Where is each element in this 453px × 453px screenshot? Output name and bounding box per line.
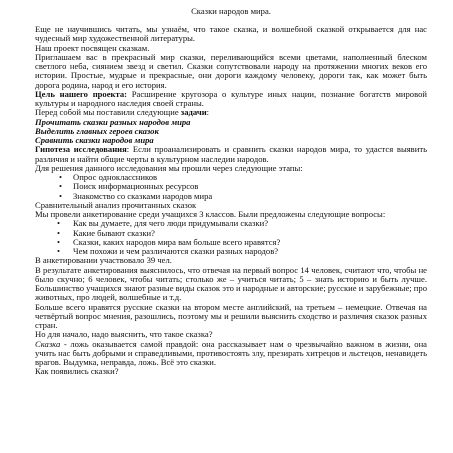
tasks-word: задачи bbox=[180, 107, 207, 118]
participants-count: В анкетировании участвовало 39 чел. bbox=[35, 255, 172, 266]
tale-definition bbox=[35, 340, 427, 368]
project-goal bbox=[35, 90, 427, 109]
task-item-2: Выделить главных героев сказок bbox=[35, 125, 159, 136]
questions-list bbox=[35, 219, 427, 256]
document-page bbox=[35, 6, 427, 377]
stage-item: • Опрос одноклассников bbox=[73, 173, 427, 182]
question-item: • Какие бывают сказки? bbox=[73, 229, 427, 238]
stage-item: • Поиск информационных ресурсов bbox=[73, 182, 427, 191]
hypothesis-label: Гипотеза исследования bbox=[35, 144, 127, 155]
stage-item: • Знакомство со сказками народов мира bbox=[73, 192, 427, 201]
stages-list bbox=[35, 173, 427, 201]
project-topic: Наш проект посвящен сказкам. bbox=[35, 42, 150, 53]
definition-text: - ложь оказывается самой правдой: она рассказывает нам о чрезвычайно важном в жизни, она учить нас быть добрыми и справедливыми, противостоять злу, презирать хитрецов и льстецов, ненавидеть врагов. Выдумка, неправда, ложь. Всё это сказки. bbox=[35, 338, 427, 367]
goal-label: Цель нашего проекта: bbox=[35, 88, 127, 99]
stages-intro: Для решения данного исследования мы прошли через следующие этапы: bbox=[35, 162, 303, 173]
question-item: • Сказки, каких народов мира вам больше всего нравятся? bbox=[73, 238, 427, 247]
what-is-tale-question: Но для начало, надо выяснить, что такое сказка? bbox=[35, 329, 213, 340]
survey-results-2: Больше всего нравятся русские сказки на втором месте английский, на третьем – немецкие. Отвечая на четвёртый вопрос мнения, разошлись, поэтому мы и решили выяснить сходство и различия сказок разных стран. bbox=[35, 301, 427, 330]
question-item: • Чем похожи и чем различаются сказки разных народов? bbox=[73, 247, 427, 256]
intro-paragraph: Еще не научившись читать, мы узнаём, что такое сказка, и волшебной сказкой открывается для нас чудесный мир художественной литературы. bbox=[35, 24, 427, 44]
question-item: • Как вы думаете, для чего люди придумывали сказки? bbox=[73, 219, 427, 228]
survey-intro: Мы провели анкетирование среди учащихся 3 классов. Были предложены следующие вопросы: bbox=[35, 209, 386, 219]
tasks-intro-text: Перед собой мы поставили следующие bbox=[35, 107, 181, 118]
stage-comparison: Сравнительный анализ прочитанных сказок bbox=[35, 199, 197, 210]
tasks-colon: : bbox=[206, 107, 210, 118]
origin-question: Как появились сказки? bbox=[35, 366, 119, 377]
hypothesis bbox=[35, 145, 427, 164]
task-item-3: Сравнить сказки народов мира bbox=[35, 135, 154, 145]
task-item-1: Прочитать сказки разных народов мира bbox=[35, 116, 191, 127]
hypothesis-text: : Если проанализировать и сравнить сказки народов мира, то удастся выявить различия и найти общие черты в культурном наследии народов. bbox=[35, 144, 428, 164]
survey-results: В результате анкетирования выяснилось, что отвечая на первый вопрос 14 человек, считают что, чтобы не было скучно; 6 человек, чтобы читать; столько же – учиться читать; 5 – знать историю и быть лучше. Большинство учащихся знают разные виды сказок это и народные и авторские; русские и зарубежные; про животных, про людей, волшебные и т.д. bbox=[35, 264, 427, 303]
invitation-paragraph: Приглашаем вас в прекрасный мир сказки, переливающийся всеми цветами, наполненный блеском светлого неба, сиянием звезд и светил. Сказки сопутствовали народу на протяжении многих веков его истории. Простые, мудрые и прекрасные, они дороги каждому человеку, дороги так, как может быть дорога родина, народ и его история. bbox=[35, 51, 427, 90]
document-title: Сказки народов мира. bbox=[191, 6, 271, 16]
goal-text: Расширение кругозора о культуре иных нации, познание богатств мировой культуры и народного наследия своей страны. bbox=[35, 88, 427, 108]
definition-label: Сказка bbox=[35, 338, 61, 349]
